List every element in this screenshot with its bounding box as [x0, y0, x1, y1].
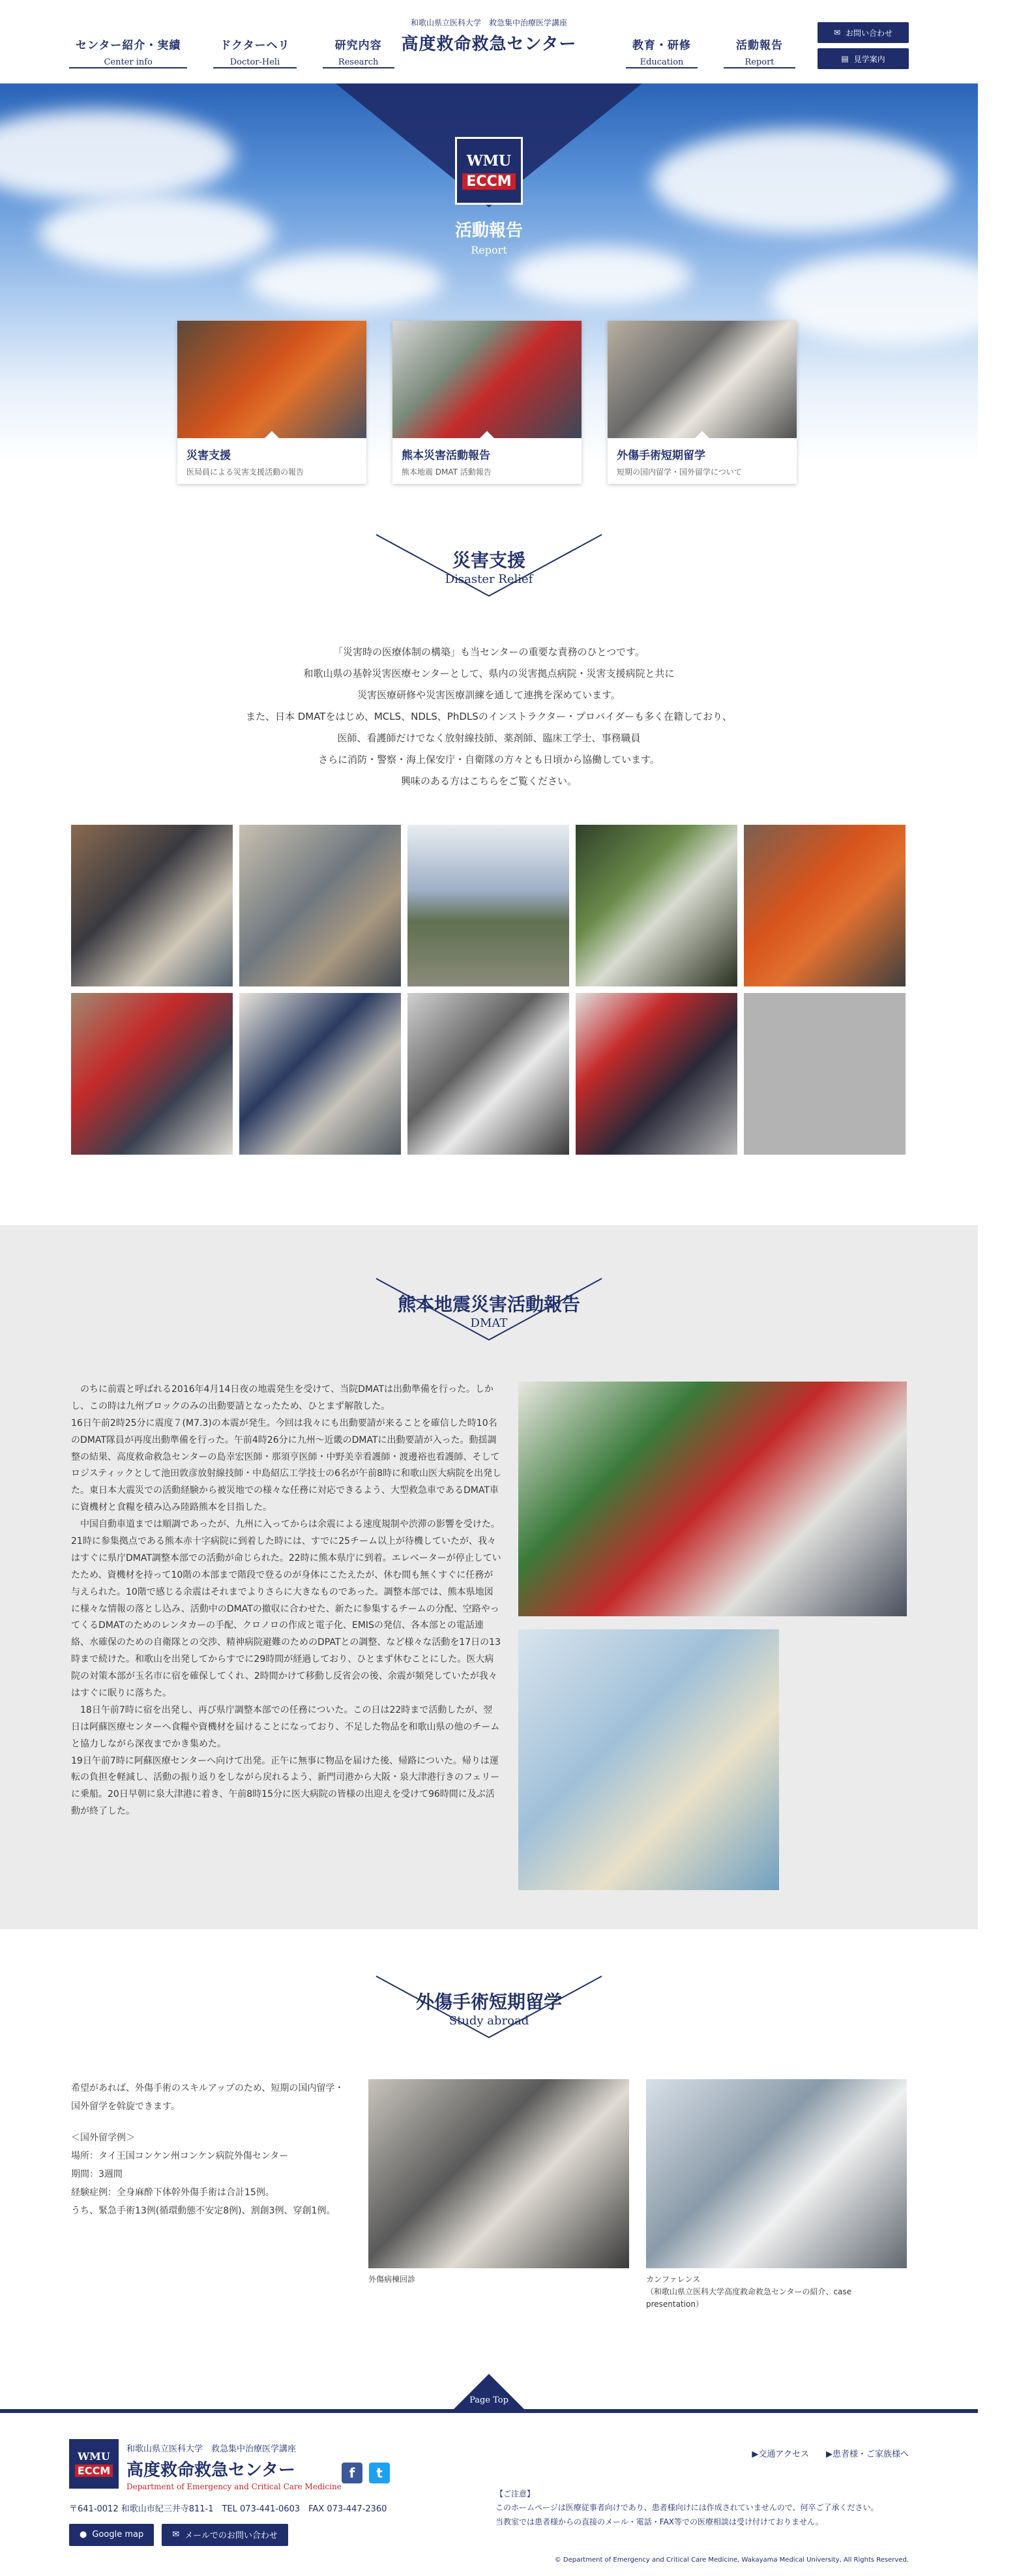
card-disaster-relief[interactable]	[177, 321, 366, 484]
page-title-en: Report	[471, 244, 507, 256]
gallery-photo[interactable]	[407, 993, 569, 1155]
logo-text-top: WMU	[466, 152, 512, 170]
intro-line: さらに消防・警察・海上保安庁・自衛隊の方々とも日頃から協働しています。	[318, 754, 660, 765]
nav-center-info[interactable]	[69, 36, 187, 68]
intro-line: 災害医療研修や災害医療訓練を通して連携を深めています。	[357, 689, 621, 701]
dmat-body	[71, 1382, 907, 1890]
gallery-photo[interactable]	[744, 825, 906, 986]
tour-button-label: 見学案内	[853, 54, 885, 64]
intro-line: また、日本 DMATをはじめ、MCLS、NDLS、PhDLSのインストラクター・プロバイダーも多く在籍しており、	[245, 711, 733, 722]
footer-department: Department of Emergency and Critical Care Medicine	[126, 2481, 342, 2491]
study-line: 経験症例：全身麻酔下体幹外傷手術は合計15例。	[71, 2187, 274, 2198]
study-line: 希望があれば、外傷手術のスキルアップのため、短期の国内留学・国外留学を斡旋できます。	[71, 2083, 344, 2112]
page-title-jp: 活動報告	[454, 221, 523, 241]
nav-label-en: Center info	[104, 57, 153, 67]
footer-notice	[495, 2487, 913, 2530]
nav-label-en: Research	[338, 57, 379, 67]
social-links	[342, 2463, 390, 2483]
gallery-photo[interactable]	[239, 993, 401, 1155]
card-subtitle: 短期の国内留学・国外留学について	[617, 467, 742, 477]
page-title	[455, 217, 523, 256]
footer-buttons	[69, 2524, 288, 2546]
cloud	[508, 246, 691, 305]
dmat-photos	[518, 1382, 907, 1890]
intro-line: 医師、看護師だけでなく放射線技師、薬剤師、臨床工学士、事務職員	[337, 732, 641, 744]
footer-links	[752, 2447, 909, 2459]
nav-label-en: Education	[640, 57, 684, 67]
section-title-jp: 災害支援	[452, 550, 525, 571]
dmat-photo-headquarters	[518, 1382, 907, 1616]
hero	[0, 83, 978, 477]
copyright: © Department of Emergency and Critical Care Medicine, Wakayama Medical University, All Rights Reserved.	[554, 2556, 909, 2564]
center-logo[interactable]	[455, 137, 523, 205]
logo-text-bottom: ECCM	[75, 2465, 113, 2477]
cloud	[0, 110, 235, 201]
site-footer	[0, 2413, 978, 2576]
footer-logo[interactable]	[69, 2439, 119, 2489]
disaster-gallery	[71, 825, 907, 1155]
section-heading	[0, 533, 978, 612]
section-title-jp: 外傷手術短期留学	[415, 1991, 562, 2013]
report-paragraph: 19日午前7時に阿蘇医療センターへ向けて出発。正午に無事に物品を届けた後、帰路についた。帰りは運転の負担を軽減し、活動の振り返りをしながら戻れるよう、新門司港から大阪・泉大津港行きのフェリーに乗船。20日早朝に泉大津港に着き、午前8時15分に医大病院の皆様の出迎えを受けて96時間に及ぶ活動が終了した。	[71, 1755, 500, 1817]
study-figure-conference	[646, 2079, 907, 2311]
section-title-en: Study abroad	[449, 2014, 529, 2028]
card-study-abroad[interactable]	[608, 321, 797, 484]
map-pin-icon: ●	[80, 2530, 87, 2540]
gallery-photo[interactable]	[576, 825, 737, 986]
contact-button[interactable]	[818, 22, 909, 43]
gallery-photo[interactable]	[239, 825, 401, 986]
intro-line: 「災害時の医療体制の構築」も当センターの重要な責務のひとつです。	[333, 646, 645, 658]
logo-text-bottom: ECCM	[462, 173, 515, 190]
nav-report[interactable]	[724, 36, 795, 68]
card-subtitle: 熊本地震 DMAT 活動報告	[402, 467, 492, 477]
card-arrow	[265, 431, 279, 438]
study-section	[0, 1929, 978, 2357]
footer-university: 和歌山県立医科大学 救急集中治療医学講座	[126, 2444, 297, 2454]
mail-contact-button[interactable]	[162, 2524, 288, 2546]
card-subtitle: 医局員による災害支援活動の報告	[186, 467, 304, 477]
nav-research[interactable]	[323, 36, 394, 68]
contact-button-label: お問い合わせ	[846, 28, 893, 38]
report-paragraph: 16日午前2時25分に震度７(M7.3)の本震が発生。今回は我々にも出動要請が来ることを確信した時10名のDMAT隊員が再度出動準備を行った。午前4時26分に九州～近畿のDMATに出動要請が入った。動揺調整の結果、高度救命救急センターの島幸宏医師・那須亨医師・中野美幸看護師・渡邊裕也看護師、そしてロジスティックとして池田敦彦放射線技師・中島紹広工学技士の6名が午前8時に和歌山医大病院を出発した。東日本大震災での活動経験から被災地での様々な任務に対応できるよう、大型救急車であるDMAT車に資機材と食糧を積み込み陸路熊本を目指した。	[71, 1417, 501, 1513]
section-heading	[0, 1975, 978, 2053]
nav-label-en: Report	[744, 57, 774, 67]
nav-left	[69, 36, 394, 68]
nav-right	[626, 36, 795, 68]
facebook-icon[interactable]: f	[342, 2463, 362, 2483]
card-kumamoto[interactable]	[392, 321, 582, 484]
study-caption: 外傷病棟回診	[368, 2275, 416, 2284]
access-link[interactable]: ▶交通アクセス	[752, 2449, 809, 2459]
card-title: 熊本災害活動報告	[402, 449, 490, 462]
patient-link[interactable]: ▶患者様・ご家族様へ	[826, 2449, 909, 2459]
notice-line: このホームページは医療従事者向けであり、患者様向けには作成されていませんので、何卒ご了承ください。	[495, 2503, 879, 2513]
section-title-jp: 熊本地震災害活動報告	[397, 1294, 580, 1315]
study-body	[71, 2079, 907, 2311]
card-photo	[177, 321, 366, 438]
notice-line: 当教室では患者様からの直接のメール・電話・FAX等での医療相談は受け付けておりません。	[495, 2517, 823, 2526]
cloud	[248, 253, 443, 312]
nav-label: センター紹介・実績	[76, 39, 181, 52]
study-figure-rounds	[368, 2079, 629, 2311]
mail-icon: ✉	[833, 28, 841, 37]
dmat-section	[0, 1225, 978, 1929]
page-top[interactable]	[0, 2357, 978, 2413]
nav-education[interactable]	[626, 36, 698, 68]
footer-address: 〒641-0012 和歌山市紀三井寺811-1 TEL 073-441-0603 FAX 073-447-2360	[69, 2504, 387, 2514]
cloud	[652, 129, 952, 233]
study-caption: カンファレンス （和歌山県立医科大学高度救命救急センターの紹介、case presentation）	[646, 2275, 852, 2309]
report-paragraph: のちに前震と呼ばれる2016年4月14日夜の地震発生を受けて、当院DMATは出動準備を行った。しかし、この時は九州ブロックのみの出動要請となったため、ひとまず解散した。	[71, 1384, 494, 1412]
tour-button[interactable]	[818, 48, 909, 69]
card-arrow	[480, 431, 494, 438]
notice-title: 【ご注意】	[495, 2489, 535, 2498]
study-photo	[368, 2079, 629, 2268]
mail-icon: ✉	[172, 2530, 180, 2540]
card-title: 外傷手術短期留学	[617, 449, 705, 462]
gallery-placeholder	[744, 993, 906, 1155]
twitter-icon[interactable]: t	[369, 2463, 390, 2483]
page-top-label: Page Top	[469, 2395, 508, 2405]
study-line	[71, 2116, 351, 2129]
footer-brand	[126, 2442, 342, 2491]
brand-university: 和歌山県立医科大学 救急集中治療医学講座	[410, 18, 567, 27]
nav-doctor-heli[interactable]	[213, 36, 296, 68]
section-title-en: DMAT	[470, 1316, 508, 1330]
gallery-photo[interactable]	[576, 993, 737, 1155]
intro-line: 和歌山県の基幹災害医療センターとして、県内の災害拠点病院・災害支援病院と共に	[303, 668, 675, 679]
card-photo	[392, 321, 582, 438]
study-line: ＜国外留学例＞	[71, 2133, 135, 2143]
footer-name: 高度救命救急センター	[126, 2460, 295, 2480]
card-photo	[608, 321, 797, 438]
nav-label: ドクターヘリ	[220, 39, 290, 52]
gallery-photo[interactable]	[407, 825, 569, 986]
dmat-report-text	[71, 1382, 501, 1890]
gallery-photo[interactable]	[71, 993, 233, 1155]
study-line: うち、緊急手術13例(循環動態不安定8例)、割創3例、穿創1例。	[71, 2206, 336, 2216]
nav-label: 教育・研修	[632, 39, 691, 52]
brand[interactable]	[385, 17, 593, 55]
card-title: 災害支援	[186, 449, 231, 462]
section-title-en: Disaster Relief	[445, 572, 533, 586]
logo-text-top: WMU	[78, 2450, 110, 2463]
nav-label: 活動報告	[736, 39, 783, 52]
cloud	[39, 194, 274, 273]
mail-contact-label: メールでのお問い合わせ	[184, 2531, 278, 2541]
page-top-triangle	[450, 2374, 528, 2413]
card-arrow	[695, 431, 709, 438]
brand-name: 高度救命救急センター	[401, 35, 577, 54]
study-line: 場所：タイ王国コンケン州コンケン病院外傷センター	[71, 2151, 289, 2161]
header-buttons	[818, 22, 909, 69]
section-heading	[0, 1277, 978, 1355]
disaster-section	[0, 462, 978, 1155]
report-cards	[177, 321, 797, 484]
nav-label: 研究内容	[334, 39, 382, 52]
disaster-intro	[196, 642, 782, 792]
report-paragraph: 18日午前7時に宿を出発し、再び県庁調整本部での任務についた。この日は22時まで活動したが、翌日は阿蘇医療センターへ食糧や資機材を届けることになっており、不足した物品を和歌山県の他のチームと協力しながら深夜までかき集めた。	[71, 1704, 500, 1749]
site-header	[0, 0, 978, 83]
nav-label-en: Doctor-Heli	[229, 57, 280, 67]
study-photo	[646, 2079, 907, 2268]
document-icon: ▤	[841, 54, 849, 63]
google-map-label: Google map	[92, 2530, 144, 2540]
report-paragraph: 中国自動車道までは順調であったが、九州に入ってからは余震による速度規制や渋滞の影響を受けた。21時に参集拠点である熊本赤十字病院に到着した時には、すでに25チーム以上が待機していたが、我々はすぐに県庁DMAT調整本部での活動が命じられた。22時に熊本県庁に到着。エレベーターが停止していたため、資機材を持って10階の本部まで階段で登るのが身体にこたえたが、休む間も無くすぐに任務が与えられた。10階で感じる余震はそれまでよりさらに大きなものであった。調整本部では、熊本県地図に様々な情報の落とし込み、活動中のDMATの撤収に合わせた、新たに参集するチームの分配、空路やってくるDMATのためのレンタカーの手配、クロノロの作成と電子化、EMISの発信、各本部との電話連絡、水確保のための自衛隊との交渉、精神病院避難のためのDPATとの調整、など様々な活動を17日の13時まで続けた。和歌山を出発してからすでに29時間が経過しており、ひとまず休むことにした。医大病院の対策本部が玉名市に宿を確保してくれ、2時間かけて移動し反省会の後、余震が頻発していたが我々はすぐに眠りに落ちた。	[71, 1519, 501, 1699]
intro-line[interactable]: 興味のある方はこちらをご覧ください。	[400, 775, 577, 787]
study-text	[71, 2079, 351, 2311]
dmat-photo-map	[518, 1629, 779, 1890]
gallery-photo[interactable]	[71, 825, 233, 986]
google-map-button[interactable]	[69, 2524, 154, 2546]
study-line: 期間：3週間	[71, 2169, 123, 2180]
cloud	[769, 253, 1017, 344]
